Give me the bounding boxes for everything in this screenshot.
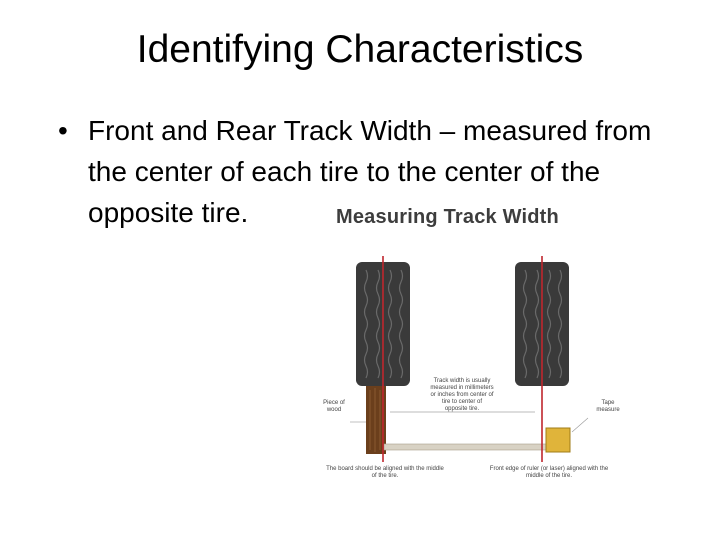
slide-title: Identifying Characteristics: [136, 28, 584, 71]
board-note: The board should be aligned with the middle of the tire.: [326, 466, 444, 479]
ruler-note: Front edge of ruler (or laser) aligned with the middle of the tire.: [489, 466, 609, 479]
bullet-marker: •: [58, 115, 68, 146]
track-width-figure: [310, 200, 630, 500]
figure-title: Measuring Track Width: [336, 206, 559, 228]
center-note: Track width is usually measured in millimeters or inches from center of tire to center of opposite tire.: [430, 378, 494, 412]
bullet-text: Front and Rear Track Width – measured from the center of each tire to the center of the opposite tire.: [88, 115, 652, 228]
tape-label: Tape measure: [596, 400, 620, 413]
tape-leader: [572, 418, 588, 432]
ruler: [384, 444, 546, 450]
tape-measure: [546, 428, 570, 452]
track-width-diagram: [310, 200, 630, 500]
wood-label: Piece of wood: [323, 400, 345, 413]
